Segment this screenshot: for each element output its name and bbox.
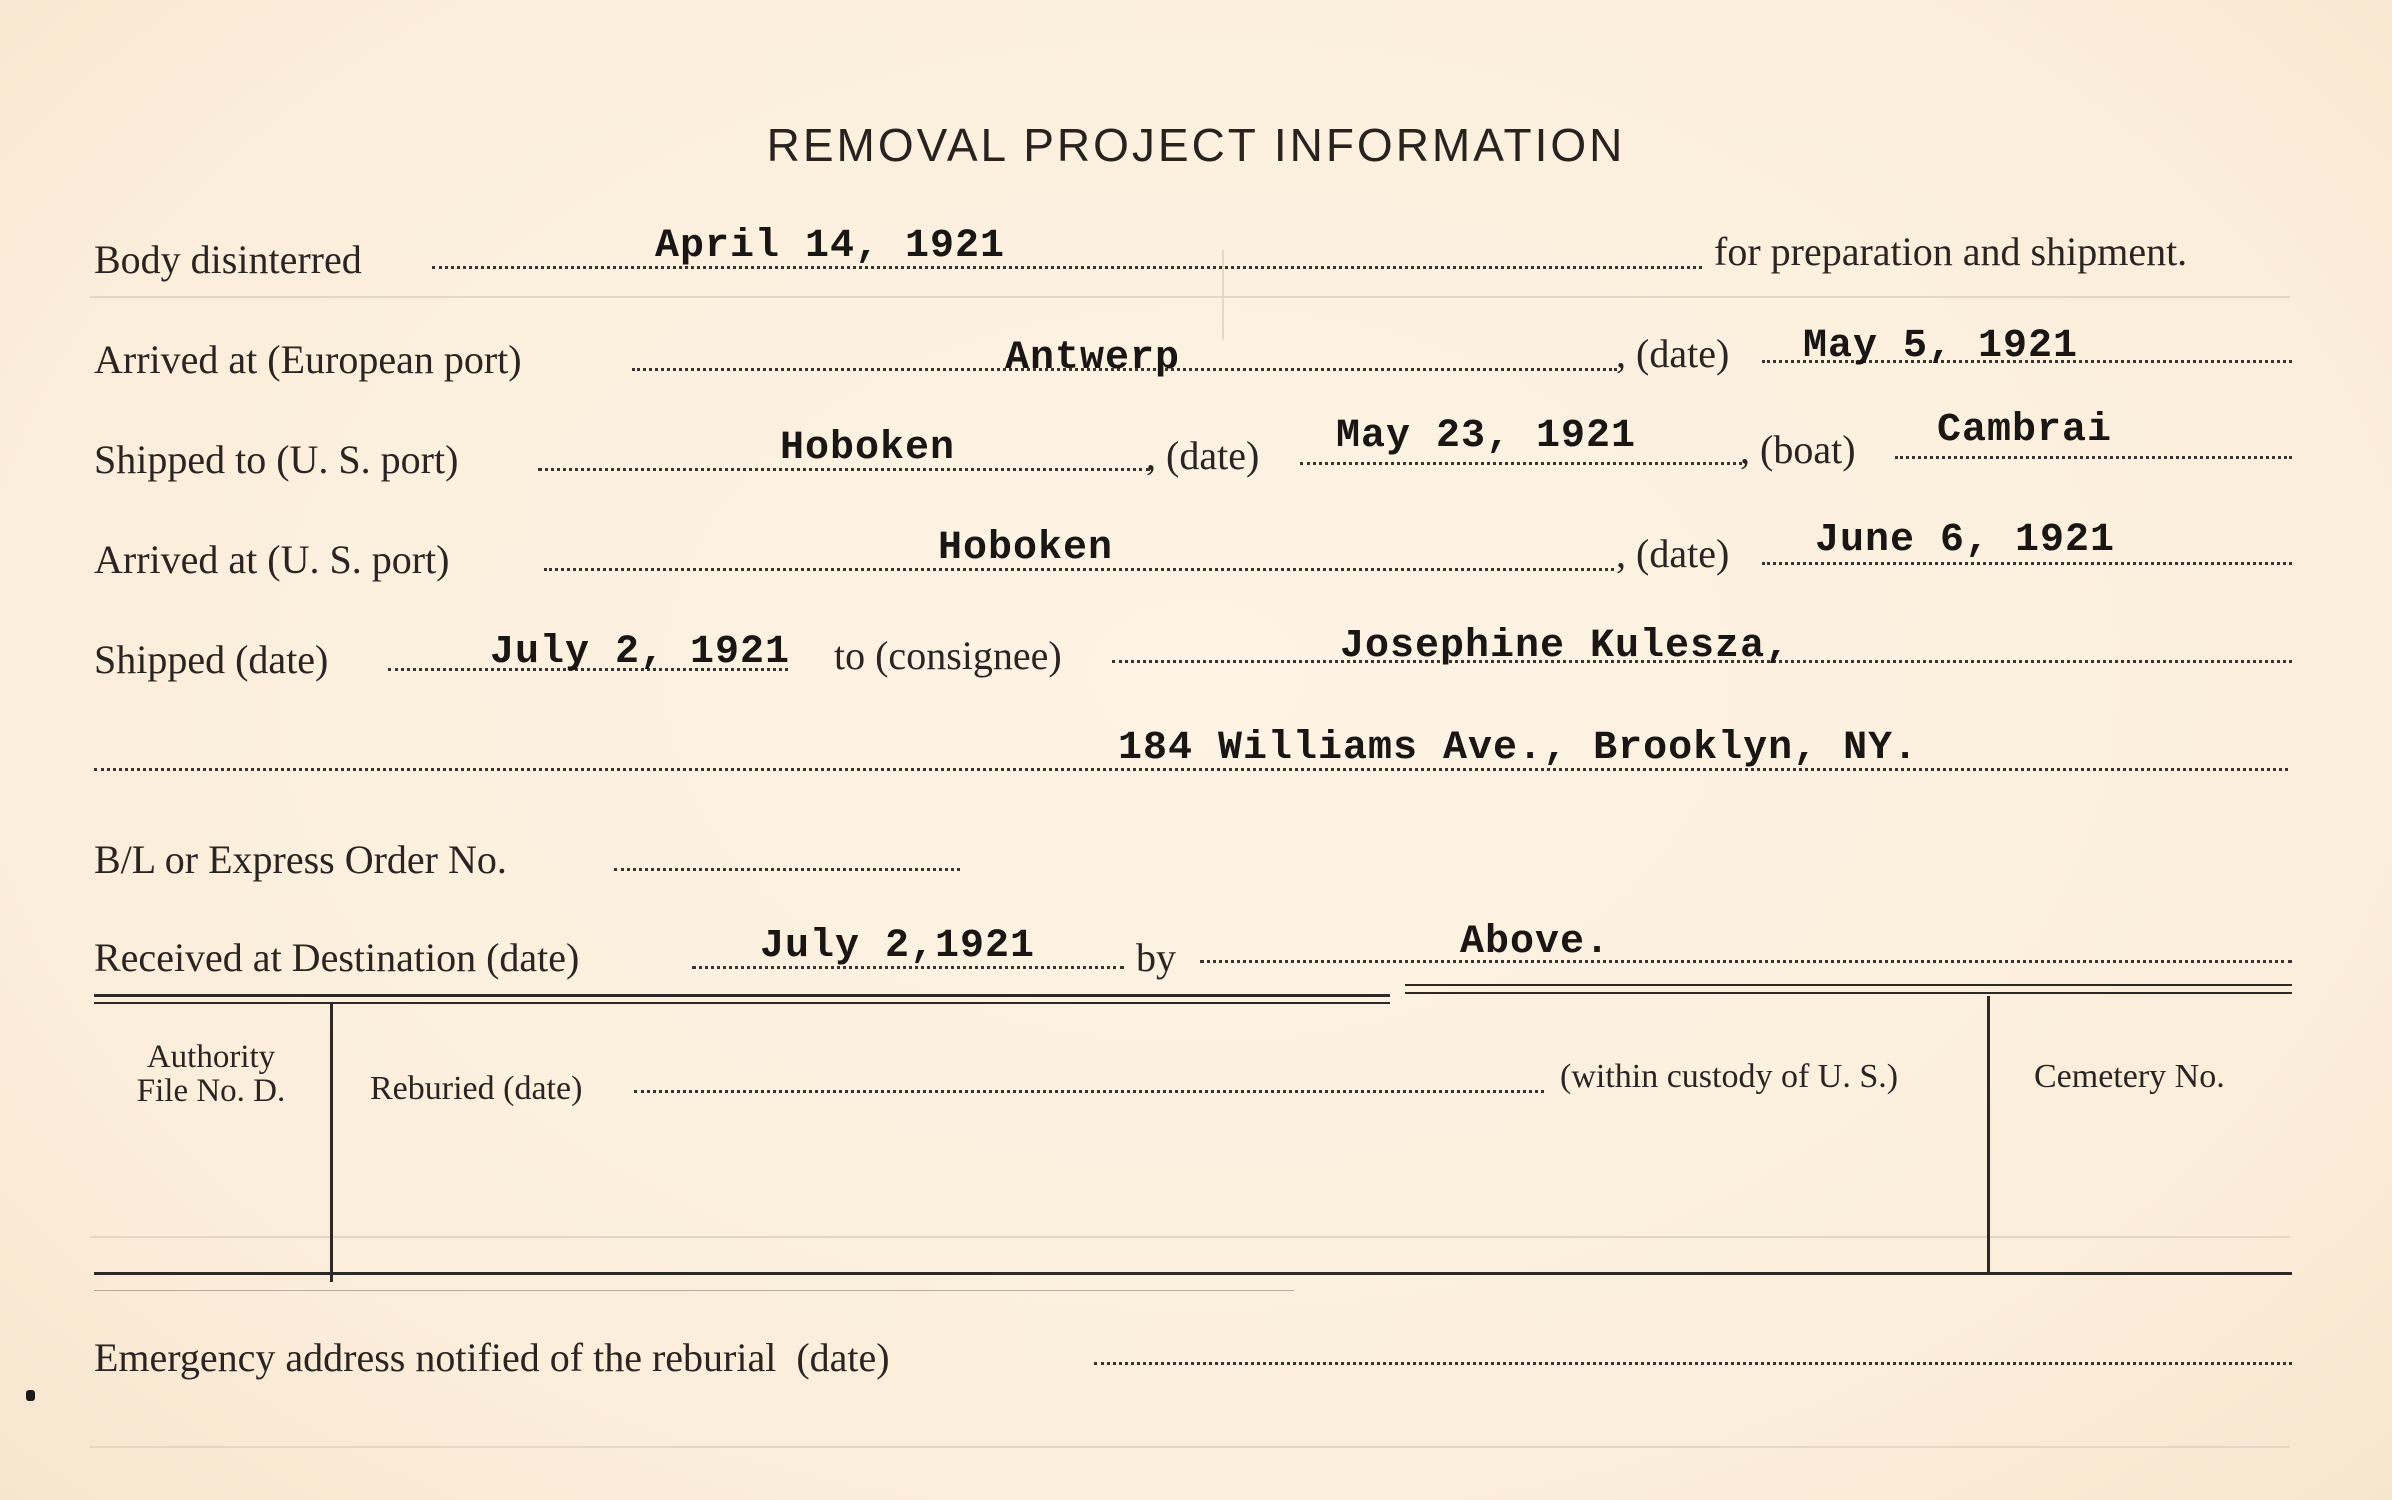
disinterred-label: Body disinterred: [94, 237, 362, 282]
shipped-to-date-label: , (date): [1146, 433, 1260, 478]
european-port-label: Arrived at (European port): [94, 337, 522, 382]
shipped-to-date-line: [1300, 462, 1742, 465]
section-bottom-rule: [94, 1272, 2292, 1275]
disinterred-line: [432, 266, 1702, 269]
arrived-us-date-value: June 6, 1921: [1815, 518, 2116, 563]
authority-header-line1: Authority: [146, 1039, 276, 1075]
consignee-label: to (consignee): [834, 633, 1062, 678]
consignee-address-value: 184 Williams Ave., Brooklyn, NY.: [1118, 726, 1919, 771]
bleed-through-line: [1222, 250, 1224, 340]
bl-order-line: [614, 868, 960, 871]
authority-header-line2: File No. D.: [136, 1073, 286, 1109]
custody-label: (within custody of U. S.): [1560, 1058, 1899, 1095]
disinterred-date-value: April 14, 1921: [655, 224, 1006, 269]
emergency-label: Emergency address notified of the reburial (date): [94, 1335, 890, 1380]
emergency-line: [1094, 1362, 2292, 1365]
shipped-to-boat-value: Cambrai: [1937, 408, 2113, 453]
shipped-to-label: Shipped to (U. S. port): [94, 437, 459, 482]
reburied-label: Reburied (date): [370, 1070, 583, 1107]
shipped-to-port-value: Hoboken: [780, 426, 956, 471]
bleed-through-line: [90, 1446, 2290, 1448]
section-top-rule: [1405, 992, 2292, 994]
shipped-to-date-value: May 23, 1921: [1336, 414, 1637, 459]
received-by-value: Above.: [1460, 920, 1611, 965]
received-by-label: by: [1136, 935, 1176, 980]
shipped-to-boat-label: , (boat): [1740, 427, 1856, 472]
bl-order-label: B/L or Express Order No.: [94, 837, 507, 882]
reburied-line: [634, 1090, 1544, 1093]
arrived-us-value: Hoboken: [938, 526, 1114, 571]
arrived-us-date-label: , (date): [1616, 531, 1730, 576]
shipped-date-value: July 2, 1921: [490, 630, 791, 675]
cemetery-no-label: Cemetery No.: [2034, 1058, 2225, 1095]
arrived-us-label: Arrived at (U. S. port): [94, 537, 450, 582]
section-divider: [330, 1004, 333, 1282]
european-port-date-value: May 5, 1921: [1803, 324, 2079, 369]
consignee-value: Josephine Kulesza,: [1340, 624, 1791, 669]
card-title: REMOVAL PROJECT INFORMATION: [766, 119, 1626, 171]
received-by-line: [1200, 960, 2292, 963]
bleed-through-line: [90, 1236, 2290, 1238]
section-top-rule: [94, 1002, 1390, 1004]
authority-file-header: [104, 1040, 318, 1108]
shipped-date-label: Shipped (date): [94, 637, 329, 682]
disinterred-suffix: for preparation and shipment.: [1714, 229, 2188, 274]
bleed-through-line: [90, 296, 2290, 298]
received-date-value: July 2,1921: [760, 924, 1036, 969]
section-divider: [1987, 996, 1990, 1272]
european-port-date-label: , (date): [1616, 331, 1730, 376]
shipped-to-boat-line: [1895, 456, 2292, 459]
section-bottom-rule: [94, 1290, 1294, 1291]
section-top-rule: [94, 994, 1390, 997]
received-label: Received at Destination (date): [94, 935, 580, 980]
section-top-rule: [1405, 984, 2292, 986]
ink-speck: [26, 1390, 35, 1401]
european-port-value: Antwerp: [1005, 336, 1181, 381]
